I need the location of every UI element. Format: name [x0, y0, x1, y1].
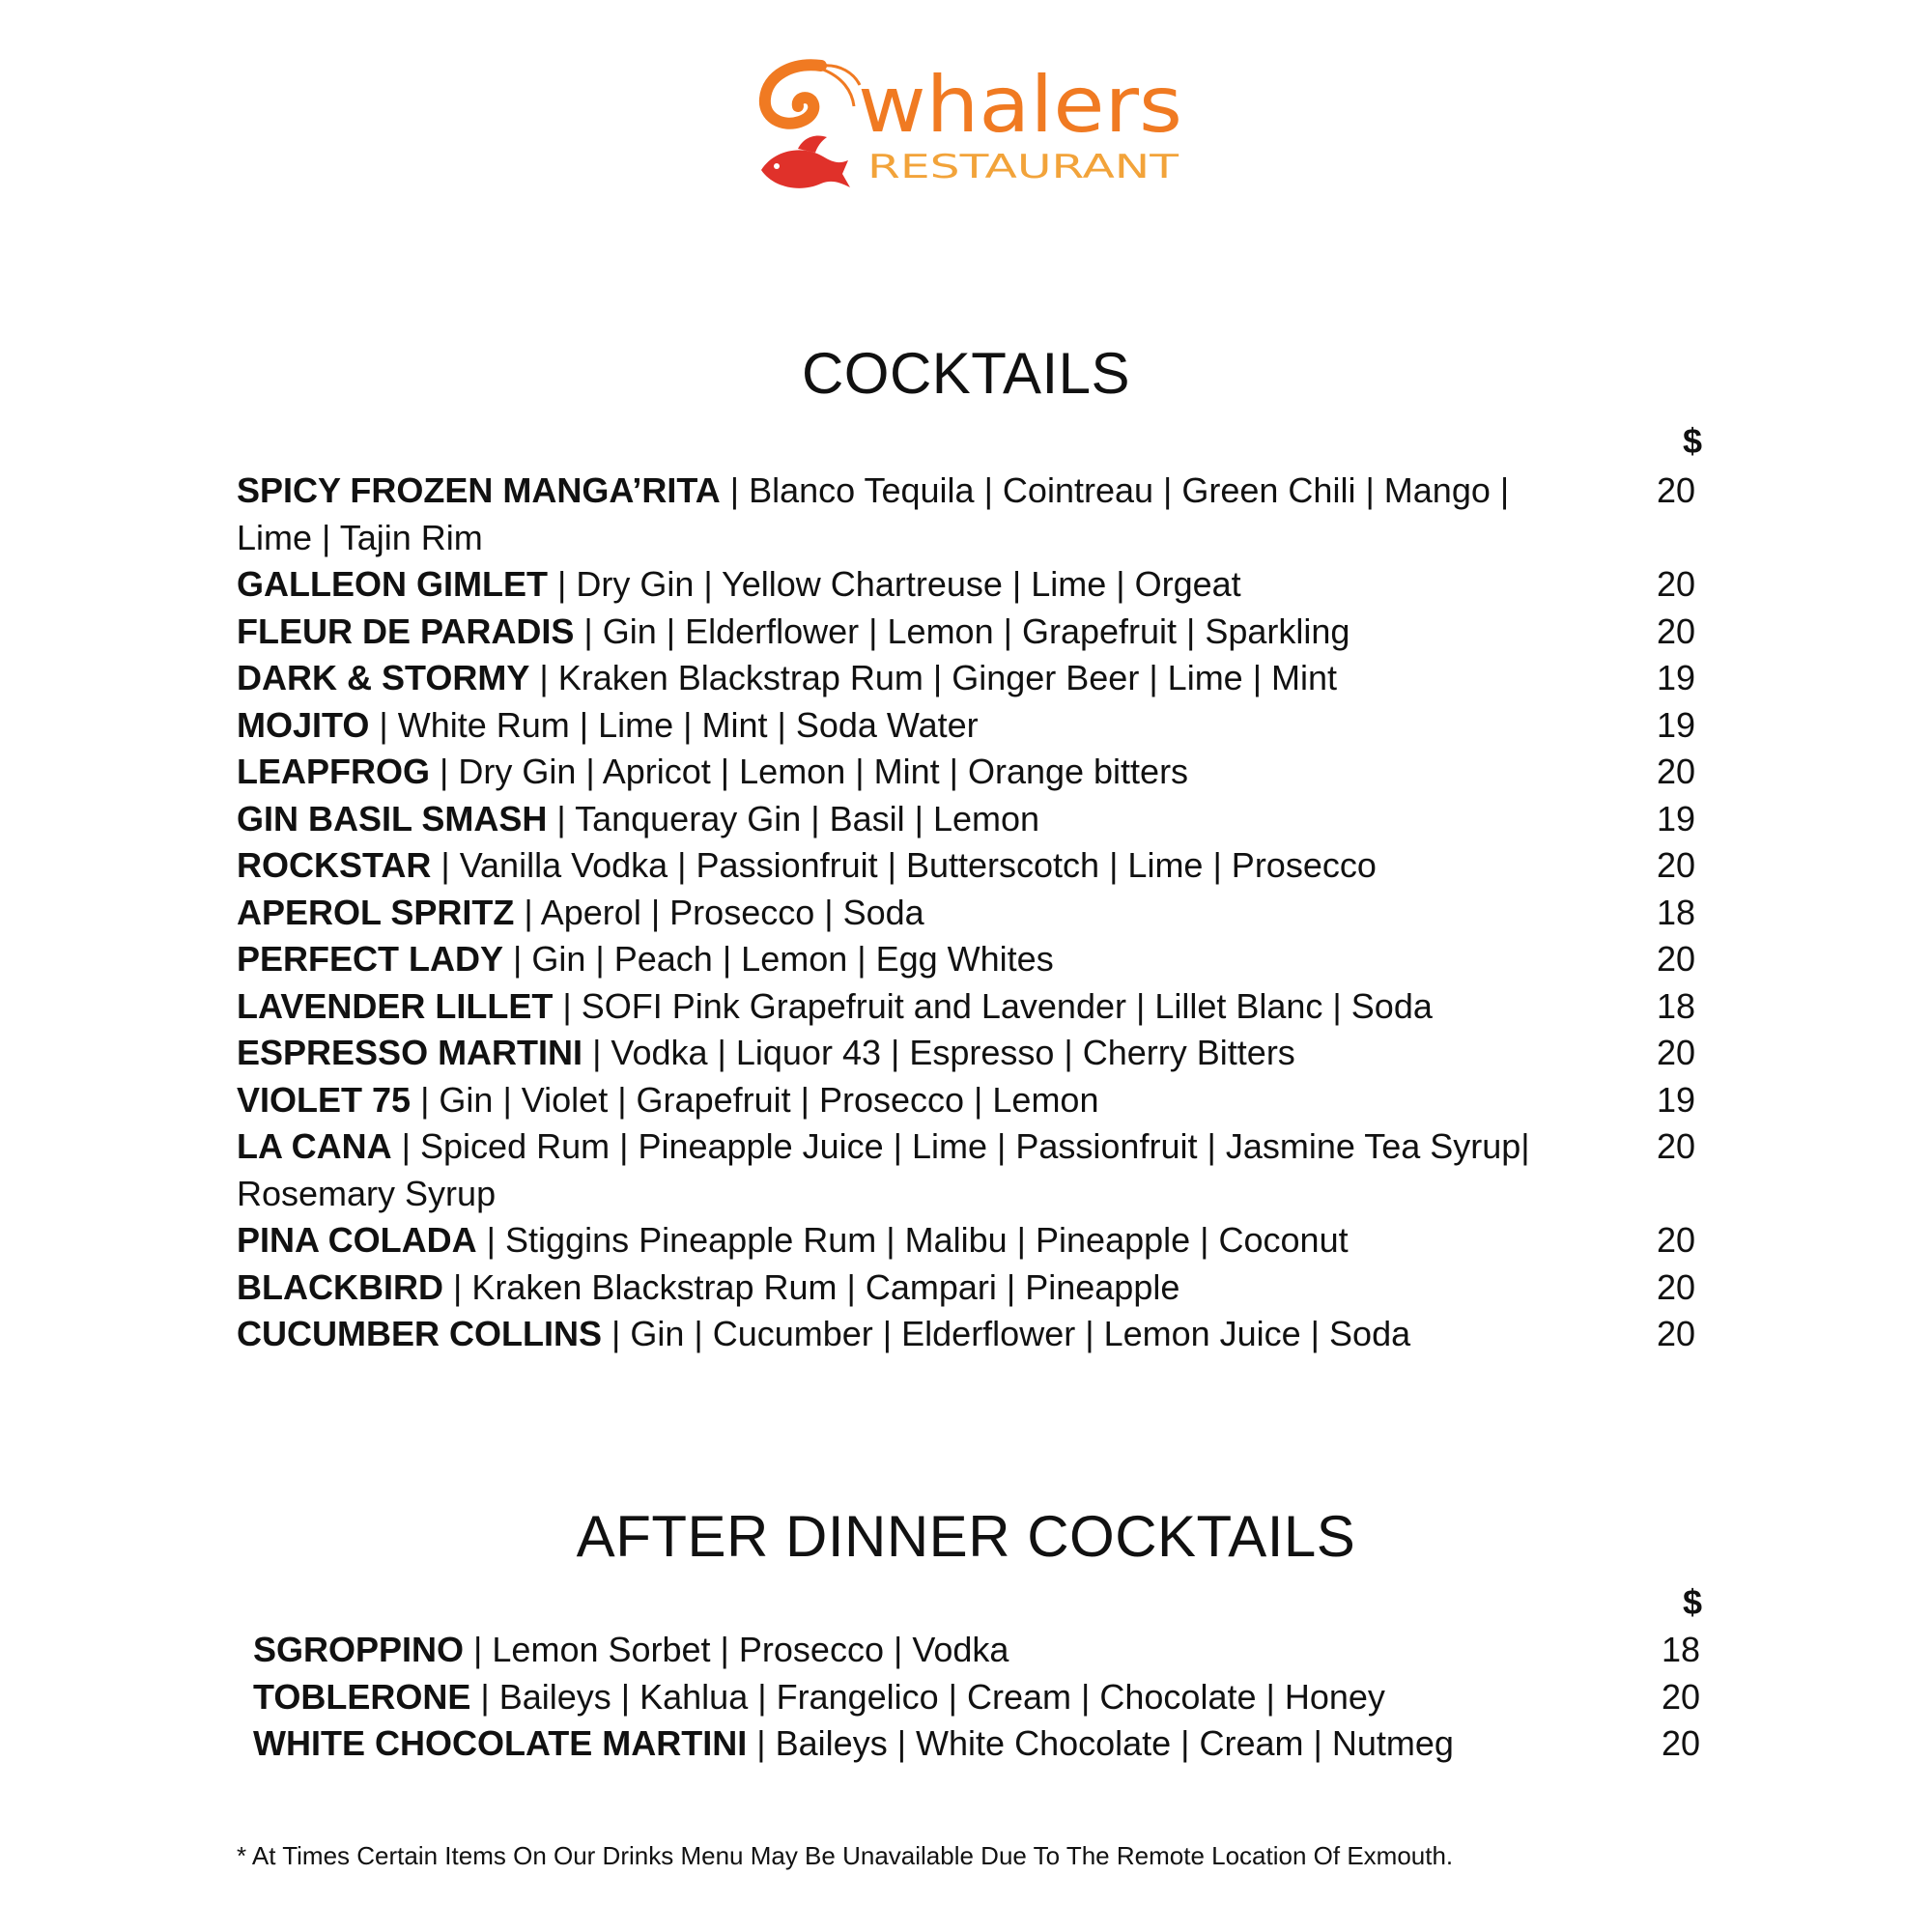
drink-ingredients: Vodka | Liquor 43 | Espresso | Cherry Bitters — [611, 1033, 1295, 1072]
drink-name: LA CANA — [237, 1126, 392, 1166]
separator: | — [503, 939, 532, 979]
menu-item — [237, 609, 1705, 656]
menu-item-text — [237, 561, 1570, 609]
menu-item-text — [237, 702, 1570, 750]
shrimp-icon — [765, 65, 860, 123]
separator: | — [529, 658, 558, 697]
drink-ingredients: Spiced Rum | Pineapple Juice | Lime | Passionfruit | Jasmine Tea Syrup| Rosemary Syrup — [237, 1126, 1530, 1213]
separator: | — [720, 470, 750, 510]
menu-item — [237, 702, 1705, 750]
drink-price: 19 — [1656, 658, 1695, 697]
menu-item — [237, 796, 1705, 843]
drink-price: 20 — [1656, 1033, 1695, 1072]
drink-ingredients: Gin | Cucumber | Elderflower | Lemon Juice | Soda — [630, 1314, 1411, 1353]
menu-item — [237, 1123, 1705, 1217]
drink-ingredients: SOFI Pink Grapefruit and Lavender | Lillet Blanc | Soda — [581, 985, 1433, 1026]
drink-name: PERFECT LADY — [237, 939, 504, 979]
drink-price: 20 — [1656, 1220, 1695, 1260]
menu-item-text — [237, 1311, 1570, 1358]
after-dinner-currency-label: $ — [1683, 1582, 1703, 1622]
menu-item — [237, 842, 1705, 890]
drink-price: 20 — [1656, 845, 1695, 885]
logo-subtitle: RESTAURANT — [867, 148, 1179, 186]
drink-ingredients: Vanilla Vodka | Passionfruit | Butterscotch | Lime | Prosecco — [459, 845, 1377, 885]
separator: | — [747, 1723, 776, 1763]
menu-item — [237, 1217, 1705, 1264]
drink-ingredients: Baileys | Kahlua | Frangelico | Cream | Chocolate | Honey — [498, 1676, 1385, 1717]
after-dinner-list — [253, 1627, 1710, 1768]
menu-item — [253, 1674, 1710, 1721]
menu-item-text — [237, 1030, 1570, 1077]
separator: | — [442, 1266, 472, 1307]
menu-item — [237, 1311, 1705, 1358]
separator: | — [464, 1630, 493, 1669]
drink-price: 20 — [1656, 1314, 1695, 1353]
menu-item — [253, 1627, 1710, 1674]
drink-name: GALLEON GIMLET — [237, 564, 548, 604]
menu-item-text — [237, 842, 1570, 890]
menu-item-text — [237, 655, 1570, 702]
cocktails-currency-label: $ — [1683, 421, 1703, 461]
drink-price: 18 — [1656, 985, 1695, 1026]
drink-ingredients: White Rum | Lime | Mint | Soda Water — [397, 704, 979, 745]
menu-item-text — [237, 1264, 1570, 1312]
drink-name: TOBLERONE — [253, 1676, 471, 1717]
drink-price: 20 — [1656, 1126, 1695, 1166]
separator: | — [574, 611, 603, 651]
drink-name: DARK & STORMY — [237, 658, 530, 697]
menu-item — [237, 936, 1705, 983]
drink-price: 20 — [1656, 939, 1695, 979]
menu-item — [237, 1264, 1705, 1312]
menu-item-text — [237, 796, 1570, 843]
menu-item-text — [237, 890, 1570, 937]
separator: | — [369, 704, 398, 745]
drink-name: ESPRESSO MARTINI — [237, 1033, 583, 1072]
menu-item-text — [253, 1627, 1509, 1674]
drink-name: FLEUR DE PARADIS — [237, 611, 575, 651]
separator: | — [411, 1079, 440, 1120]
drink-ingredients: Stiggins Pineapple Rum | Malibu | Pineapple | Coconut — [505, 1220, 1349, 1260]
after-dinner-heading: AFTER DINNER COCKTAILS — [576, 1504, 1356, 1569]
drink-price: 20 — [1656, 470, 1695, 510]
drink-price: 18 — [1656, 892, 1695, 932]
drink-name: SGROPPINO — [253, 1630, 465, 1669]
drink-name: PINA COLADA — [237, 1220, 477, 1260]
menu-item — [237, 749, 1705, 796]
separator: | — [582, 1033, 611, 1072]
menu-item-text — [253, 1674, 1509, 1721]
separator: | — [430, 752, 459, 791]
logo-wordmark: whalers — [858, 60, 1182, 150]
drink-ingredients: Dry Gin | Apricot | Lemon | Mint | Orange bitters — [458, 752, 1189, 791]
drink-ingredients: Dry Gin | Yellow Chartreuse | Lime | Orgeat — [576, 564, 1241, 604]
separator: | — [514, 892, 541, 932]
menu-item — [237, 890, 1705, 937]
availability-footnote: * At Times Certain Items On Our Drinks Menu May Be Unavailable Due To The Remote Location Of Exmouth. — [237, 1841, 1454, 1870]
menu-item-text — [237, 1217, 1570, 1264]
menu-item — [237, 1030, 1705, 1077]
drink-ingredients: Kraken Blackstrap Rum | Ginger Beer | Lime | Mint — [557, 658, 1338, 697]
restaurant-logo — [753, 56, 1198, 191]
drink-ingredients: Aperol | Prosecco | Soda — [540, 892, 924, 932]
drink-ingredients: Gin | Violet | Grapefruit | Prosecco | Lemon — [439, 1079, 1099, 1120]
separator: | — [391, 1126, 421, 1166]
drink-ingredients: Blanco Tequila | Cointreau | Green Chili | Mango | Lime | Tajin Rim — [237, 470, 1510, 557]
separator: | — [431, 845, 460, 885]
drink-price: 19 — [1656, 704, 1695, 745]
menu-item-text — [237, 749, 1570, 796]
drink-name: LEAPFROG — [237, 752, 431, 791]
drink-name: BLACKBIRD — [237, 1266, 443, 1307]
drink-name: VIOLET 75 — [237, 1079, 412, 1120]
menu-item-text — [237, 468, 1570, 561]
drink-ingredients: Tanqueray Gin | Basil | Lemon — [575, 798, 1040, 838]
menu-item-text — [237, 1077, 1570, 1124]
drink-name: MOJITO — [237, 704, 370, 745]
drink-ingredients: Lemon Sorbet | Prosecco | Vodka — [492, 1630, 1009, 1669]
menu-item — [253, 1720, 1710, 1768]
separator: | — [476, 1220, 506, 1260]
separator: | — [547, 798, 576, 838]
drink-price: 19 — [1656, 798, 1695, 838]
separator: | — [601, 1314, 631, 1353]
drink-price: 20 — [1656, 611, 1695, 651]
menu-item — [237, 1077, 1705, 1124]
menu-item-text — [253, 1720, 1509, 1768]
menu-item — [237, 983, 1705, 1031]
menu-item — [237, 655, 1705, 702]
drink-name: GIN BASIL SMASH — [237, 798, 548, 838]
menu-item-text — [237, 983, 1570, 1031]
drink-price: 19 — [1656, 1079, 1695, 1120]
drink-name: LAVENDER LILLET — [237, 985, 554, 1026]
drink-name: APEROL SPRITZ — [237, 892, 515, 932]
menu-item — [237, 468, 1705, 561]
cocktails-heading: COCKTAILS — [801, 341, 1131, 406]
separator: | — [547, 564, 577, 604]
drink-name: CUCUMBER COLLINS — [237, 1314, 602, 1353]
separator: | — [553, 985, 582, 1026]
drink-price: 18 — [1661, 1630, 1700, 1669]
drink-name: ROCKSTAR — [237, 845, 432, 885]
separator: | — [470, 1676, 499, 1717]
drink-name: SPICY FROZEN MANGA’RITA — [237, 470, 721, 510]
cocktails-list — [237, 468, 1705, 1358]
menu-item — [237, 561, 1705, 609]
menu-item-text — [237, 609, 1570, 656]
drink-ingredients: Kraken Blackstrap Rum | Campari | Pineapple — [471, 1266, 1180, 1307]
drink-name: WHITE CHOCOLATE MARTINI — [253, 1723, 748, 1763]
drink-price: 20 — [1656, 752, 1695, 791]
drink-ingredients: Gin | Peach | Lemon | Egg Whites — [531, 939, 1054, 979]
drink-price: 20 — [1661, 1676, 1700, 1717]
drink-ingredients: Baileys | White Chocolate | Cream | Nutmeg — [775, 1723, 1454, 1763]
menu-item-text — [237, 1123, 1570, 1217]
fish-icon — [761, 136, 850, 188]
drink-ingredients: Gin | Elderflower | Lemon | Grapefruit | Sparkling — [602, 611, 1350, 651]
menu-item-text — [237, 936, 1570, 983]
drink-price: 20 — [1656, 1266, 1695, 1307]
drink-price: 20 — [1656, 564, 1695, 604]
drink-price: 20 — [1661, 1723, 1700, 1763]
